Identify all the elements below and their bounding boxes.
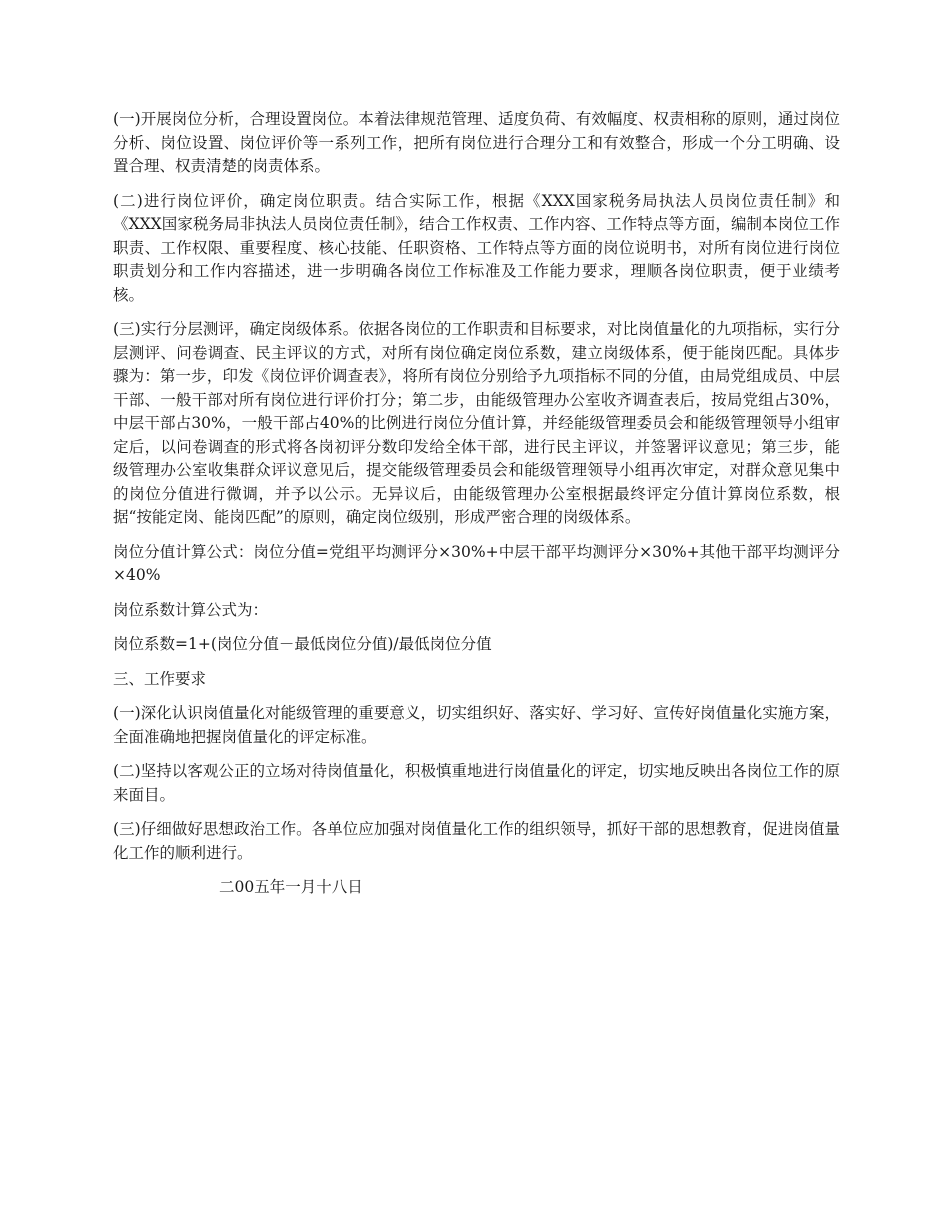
section-heading-work-requirements: 三、工作要求 <box>113 669 207 688</box>
paragraph-coefficient-formula: 岗位系数=1+(岗位分值－最低岗位分值)/最低岗位分值 <box>113 635 492 653</box>
paragraph-job-analysis: (一)开展岗位分析，合理设置岗位。本着法律规范管理、适度负荷、有效幅度、权责相称的原则，通过岗位分析、岗位设置、岗位评价等一系列工作，把所有岗位进行合理分工和有效整合，形成一个分工明确、设置合理、权责清楚的岗责体系。 <box>113 110 840 175</box>
paragraph-requirement-1: (一)深化认识岗值量化对能级管理的重要意义，切实组织好、落实好、学习好、宣传好岗值量化实施方案，全面准确地把握岗值量化的评定标准。 <box>113 704 840 746</box>
paragraph-coefficient-formula-label: 岗位系数计算公式为： <box>113 600 269 619</box>
paragraph-tiered-assessment: (三)实行分层测评，确定岗级体系。依据各岗位的工作职责和目标要求，对比岗值量化的九项指标，实行分层测评、问卷调查、民主评议的方式，对所有岗位确定岗位系数，建立岗级体系，便于能岗匹配。具体步骤为：第一步，印发《岗位评价调查表》，将所有岗位分别给予九项指标不同的分值，由局党组成员、中层干部、一般干部对所有岗位进行评价打分；第二步，由能级管理办公室收齐调查表后，按局党组占30%，中层干部占30%，一般干部占40%的比例进行岗位分值计算，并经能级管理委员会和能级管理领导小组审定后，以问卷调查的形式将各岗初评分数印发给全体干部，进行民主评议，并签署评议意见；第三步，能级管理办公室收集群众评议意见后，提交能级管理委员会和能级管理领导小组再次审定，对群众意见集中的岗位分值进行微调，并予以公示。无异议后，由能级管理办公室根据最终评定分值计算岗位系数，根据“按能定岗、能岗匹配”的原则，确定岗位级别，形成严密合理的岗级体系。 <box>113 320 840 526</box>
paragraph-score-formula: 岗位分值计算公式：岗位分值=党组平均测评分×30%+中层干部平均测评分×30%+其他干部平均测评分×40% <box>113 542 840 584</box>
document-body <box>113 108 840 900</box>
paragraph-requirement-3: (三)仔细做好思想政治工作。各单位应加强对岗值量化工作的组织领导，抓好干部的思想教育，促进岗值量化工作的顺利进行。 <box>113 820 840 862</box>
paragraph-requirement-2: (二)坚持以客观公正的立场对待岗值量化，积极慎重地进行岗值量化的评定，切实地反映出各岗位工作的原来面目。 <box>113 762 840 804</box>
document-date: 二00五年一月十八日 <box>219 878 363 896</box>
paragraph-job-evaluation: (二)进行岗位评价，确定岗位职责。结合实际工作，根据《XXX国家税务局执法人员岗位责任制》和《XXX国家税务局非执法人员岗位责任制》，结合工作权责、工作内容、工作特点等方面，编制本岗位工作职责、工作权限、重要程度、核心技能、任职资格、工作特点等方面的岗位说明书，对所有岗位进行岗位职责划分和工作内容描述，进一步明确各岗位工作标准及工作能力要求，理顺各岗位职责，便于业绩考核。 <box>113 191 840 304</box>
